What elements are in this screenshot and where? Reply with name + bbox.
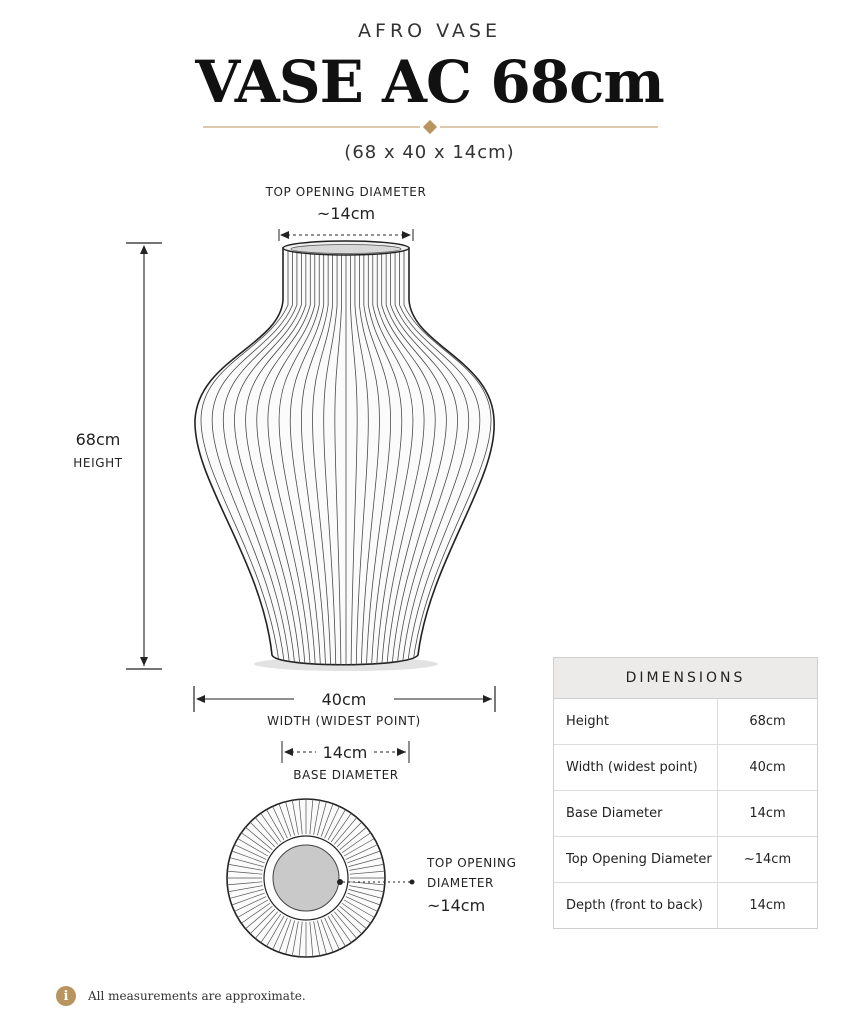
info-icon: i: [56, 986, 76, 1006]
vase-top-view: [226, 798, 415, 958]
row-value-base-diameter: 14cm: [749, 806, 786, 821]
dimensions-table: [553, 657, 818, 929]
table-row: [554, 745, 817, 791]
row-label-top-opening: Top Opening Diameter: [554, 837, 718, 882]
vase-illustration: [195, 241, 494, 671]
row-value-width: 40cm: [749, 760, 786, 775]
top-opening-caption: TOP OPENING DIAMETER: [265, 185, 427, 199]
row-label-height: Height: [554, 699, 718, 744]
top-opening-dimension-line: [279, 229, 413, 241]
table-header: DIMENSIONS: [554, 658, 817, 699]
table-row: [554, 791, 817, 837]
row-label-depth: Depth (front to back): [554, 883, 718, 928]
footer-note: [56, 986, 306, 1006]
width-caption: WIDTH (WIDEST POINT): [267, 714, 421, 728]
row-label-width: Width (widest point): [554, 745, 718, 790]
page-title: VASE AC 68cm: [195, 48, 664, 116]
top-view-caption-line2: DIAMETER: [427, 876, 494, 890]
row-value-height: 68cm: [749, 714, 786, 729]
brand-name: AFRO VASE: [358, 20, 501, 42]
row-label-base-diameter: Base Diameter: [554, 791, 718, 836]
dimensions-summary: (68 x 40 x 14cm): [344, 142, 515, 163]
width-value: 40cm: [294, 690, 394, 709]
table-row: [554, 837, 817, 883]
table-row: [554, 883, 817, 928]
height-caption: HEIGHT: [73, 456, 123, 470]
top-view-value: ~14cm: [427, 896, 486, 915]
top-opening-value: ~14cm: [316, 204, 376, 223]
footer-note-text: All measurements are approximate.: [88, 989, 306, 1003]
title-divider: [203, 120, 658, 134]
row-value-depth: 14cm: [749, 898, 786, 913]
row-value-top-opening: ~14cm: [743, 852, 792, 867]
top-view-caption-line1: TOP OPENING: [427, 856, 517, 870]
table-row: [554, 699, 817, 745]
base-value: 14cm: [322, 743, 368, 762]
base-caption: BASE DIAMETER: [293, 768, 399, 782]
height-value: 68cm: [75, 430, 121, 449]
